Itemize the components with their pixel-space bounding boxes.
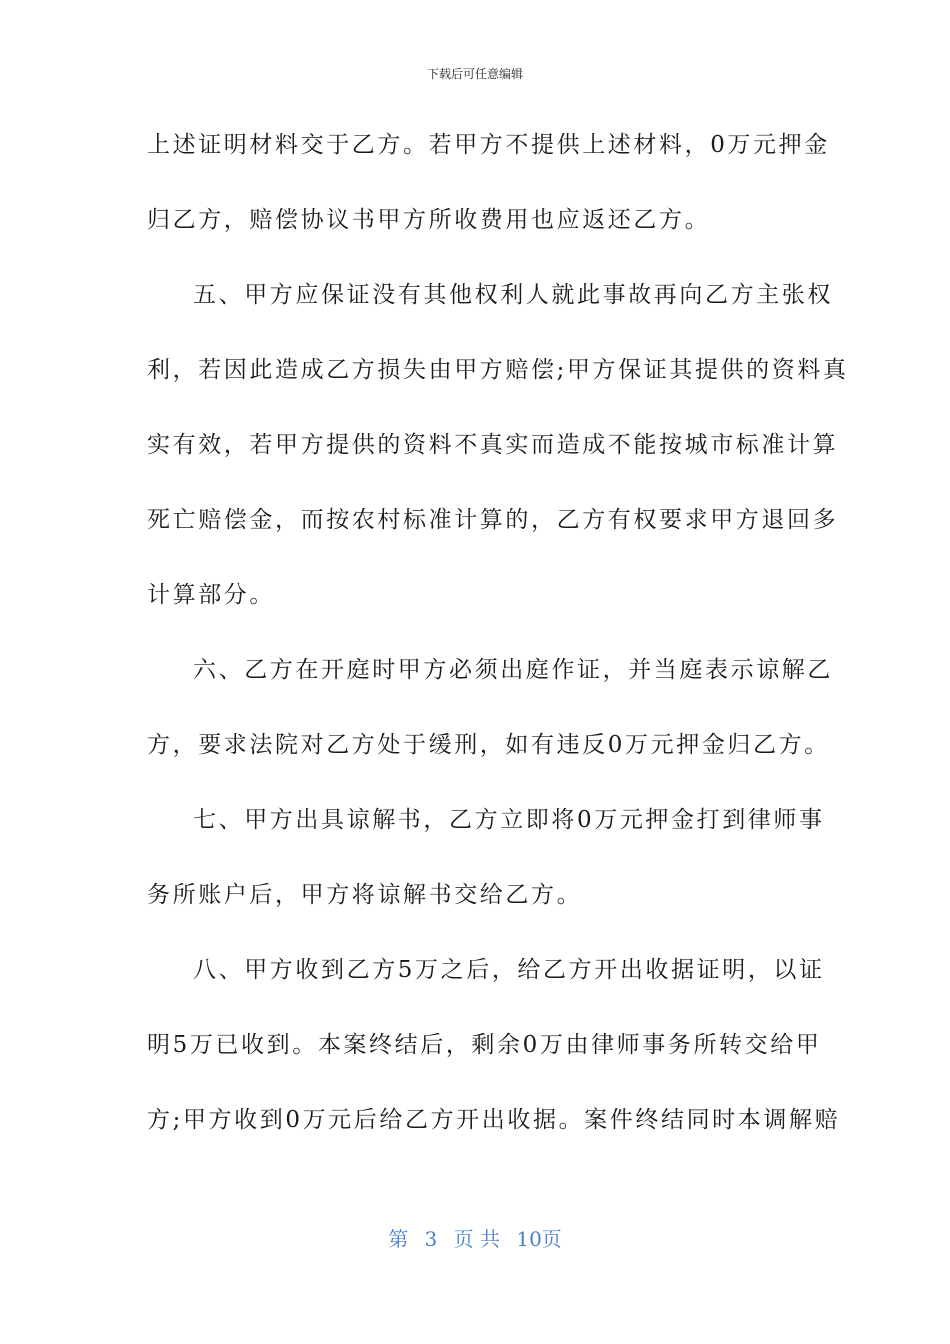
body-line: 方，要求法院对乙方处于缓刑，如有违反0万元押金归乙方。 [147,732,830,758]
total-pages: 10页 [516,1227,562,1251]
body-line-paragraph-start: 六、乙方在开庭时甲方必须出庭作证，并当庭表示谅解乙 [193,657,833,683]
body-line: 利，若因此造成乙方损失由甲方赔偿;甲方保证其提供的资料真 [147,357,849,383]
page-number-middle: 页 共 [453,1227,500,1251]
body-line: 明5万已收到。本案终结后，剩余0万由律师事务所转交给甲 [147,1032,822,1058]
current-page-number: 3 [424,1227,438,1251]
body-line-paragraph-start: 七、甲方出具谅解书，乙方立即将0万元押金打到律师事 [193,807,825,833]
page-header-note: 下载后可任意编辑 [426,67,523,81]
body-line: 上述证明材料交于乙方。若甲方不提供上述材料，0万元押金 [147,132,830,158]
body-line: 务所账户后，甲方将谅解书交给乙方。 [147,882,583,908]
body-line-paragraph-start: 五、甲方应保证没有其他权利人就此事故再向乙方主张权 [193,282,833,308]
page-number-footer [0,1226,950,1252]
body-line: 计算部分。 [147,582,275,608]
body-line: 实有效，若甲方提供的资料不真实而造成不能按城市标准计算 [147,432,839,458]
body-line: 方;甲方收到0万元后给乙方开出收据。案件终结同时本调解赔 [147,1107,841,1133]
body-line: 死亡赔偿金，而按农村标准计算的，乙方有权要求甲方退回多 [147,507,839,533]
body-line: 归乙方，赔偿协议书甲方所收费用也应返还乙方。 [147,207,711,233]
body-line-paragraph-start: 八、甲方收到乙方5万之后，给乙方开出收据证明，以证 [193,957,825,983]
page-number-prefix: 第 [388,1227,409,1251]
